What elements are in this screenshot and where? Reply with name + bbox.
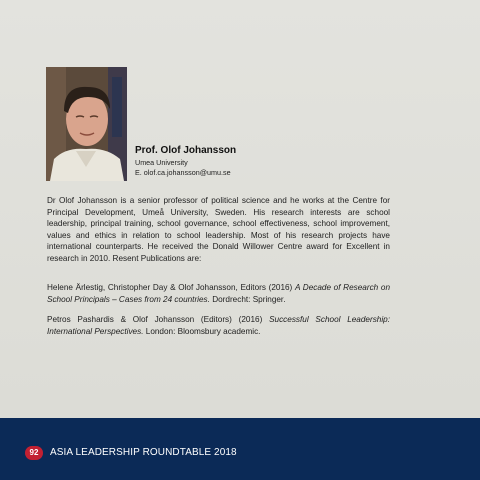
page-number-badge: 92: [25, 446, 43, 460]
publication-1-authors: Helene Ärlestig, Christopher Day & Olof Johansson, Editors (2016): [47, 283, 293, 292]
publication-2-authors: Petros Pashardis & Olof Johansson (Editors) (2016): [47, 315, 263, 324]
series-title: ASIA LEADERSHIP ROUNDTABLE 2018: [50, 447, 237, 458]
publication-2-publisher: London: Bloomsbury academic.: [145, 326, 261, 336]
portrait-image: [46, 67, 127, 181]
profile-affiliation: Umea University: [135, 158, 188, 167]
profile-name: Prof. Olof Johansson: [135, 145, 237, 156]
publication-1-title: A Decade of Research on School Principals – Cases from 24 countries.: [47, 283, 390, 304]
publication-1-publisher: Dordrecht: Springer.: [212, 294, 286, 304]
publication-2-title: Successful School Leadership: International Perspectives.: [47, 315, 390, 336]
profile-photo: [46, 67, 127, 181]
profile-header: [135, 145, 236, 178]
publication-1: [47, 282, 390, 305]
bio-paragraph: Dr Olof Johansson is a senior professor of political science and he works at the Centre for Principal Development, Umeå University, Sweden. His research interests are school leadership, principal training, school governance, school effectiveness, school improvement, values and ethics in relation to school leadership. Most of his research projects have international counterparts. He received the Donald Willower Centre award for Excellent in research in 2010. Resent Publications are:: [47, 196, 390, 263]
profile-email: E. olof.ca.johansson@umu.se: [135, 168, 231, 177]
publication-2: [47, 314, 390, 337]
